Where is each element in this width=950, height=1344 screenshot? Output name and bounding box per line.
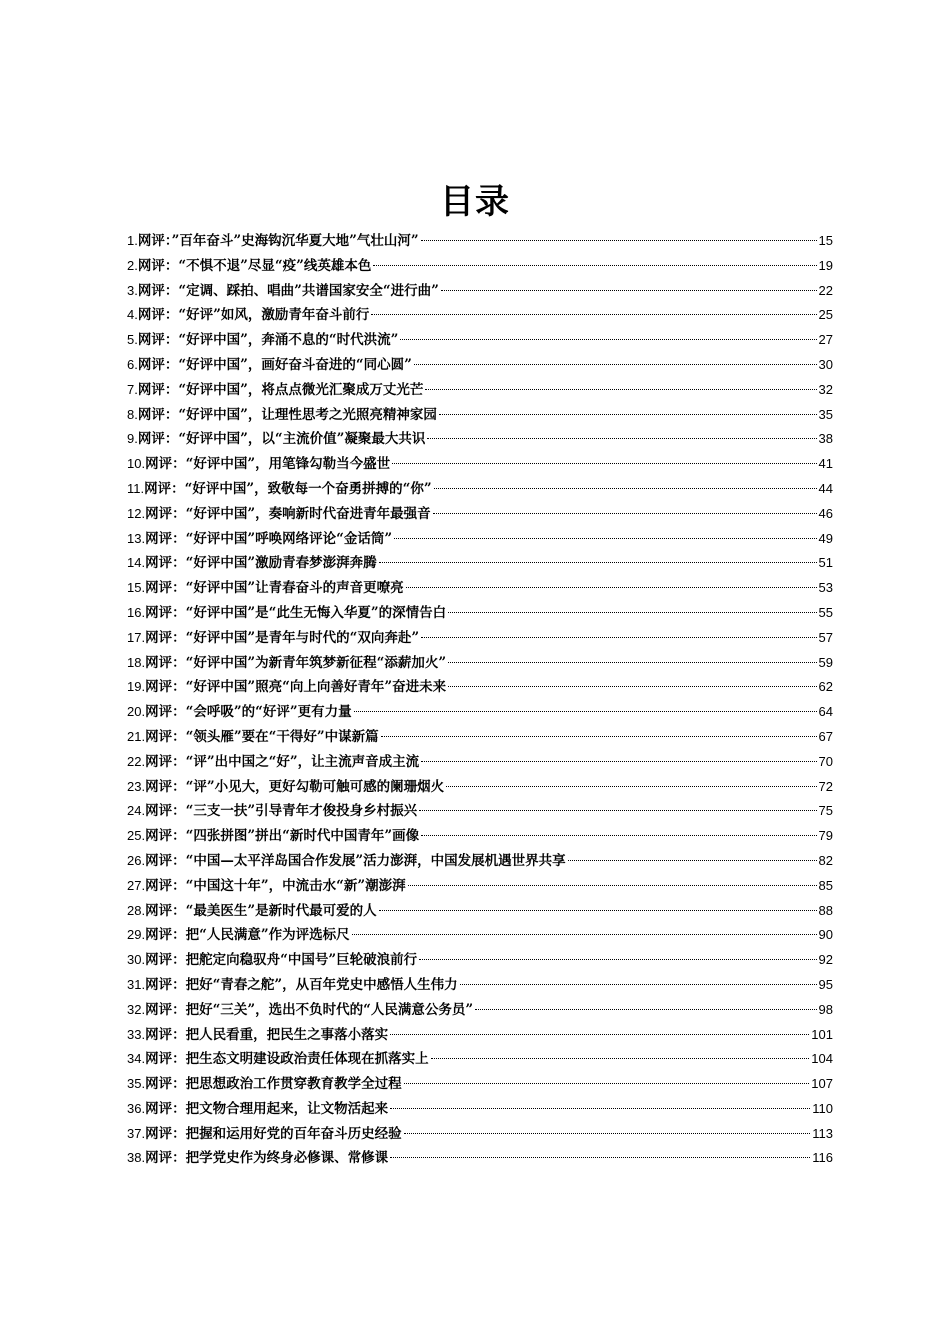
toc-entry-number: 34. [127,1051,146,1067]
toc-entry-title: 网评：“好评中国”为新青年筑梦新征程“添薪加火” [145,654,447,671]
toc-entry[interactable] [127,427,833,452]
toc-entry[interactable] [127,1097,833,1122]
toc-entry-title: 网评：“好评中国”是“此生无悔入华夏”的深情告白 [145,604,447,621]
toc-entry-leader [414,364,817,365]
toc-entry-number: 33. [127,1026,146,1042]
toc-entry[interactable] [127,923,833,948]
toc-entry-leader [421,240,817,241]
toc-entry-page-number: 72 [818,778,833,794]
toc-entry-leader [404,1133,811,1134]
toc-entry-leader [379,910,817,911]
toc-entry[interactable] [127,378,833,403]
toc-entry-page-number: 67 [818,728,833,744]
toc-entry[interactable] [127,229,833,254]
toc-entry-page-number: 35 [818,406,833,422]
toc-entry-title: 网评：“好评中国”，致敬每一个奋勇拼搏的“你” [144,480,432,497]
toc-entry[interactable] [127,502,833,527]
toc-entry-page-number: 25 [818,307,833,323]
toc-entry-number: 11. [127,480,145,496]
toc-entry-page-number: 32 [818,381,833,397]
toc-entry-leader [390,1157,810,1158]
toc-entry-title: 网评：“好评中国”，奔涌不息的“时代洪流” [137,332,399,349]
toc-entry-page-number: 27 [818,332,833,348]
toc-entry-leader [352,934,817,935]
toc-entry-title: 网评：“好评中国”，以“主流价值”凝聚最大共识 [137,431,426,448]
toc-entry-leader [431,1058,810,1059]
toc-entry-title: 网评：把舵定向稳驭舟“中国号”巨轮破浪前行 [145,952,418,969]
toc-entry-number: 38. [127,1150,146,1166]
toc-entry-page-number: 92 [818,952,833,968]
toc-entry[interactable] [127,1122,833,1147]
toc-entry[interactable] [127,750,833,775]
toc-entry-leader [419,810,816,811]
toc-entry[interactable] [127,353,833,378]
toc-entry-number: 6. [127,356,138,372]
toc-entry-page-number: 49 [818,530,833,546]
toc-entry-title: 网评：把“人民满意”作为评选标尺 [145,927,350,944]
toc-entry-leader [421,761,816,762]
toc-entry[interactable] [127,254,833,279]
toc-entry[interactable] [127,576,833,601]
toc-entry-page-number: 79 [818,828,833,844]
toc-entry-title: 网评：“好评中国”，用笔锋勾勒当今盛世 [145,456,391,473]
toc-entry-leader [425,389,816,390]
toc-list [127,229,833,1171]
toc-entry-page-number: 107 [811,1076,833,1092]
toc-entry-leader [421,835,816,836]
toc-entry-page-number: 22 [818,282,833,298]
toc-entry[interactable] [127,948,833,973]
toc-entry-page-number: 88 [818,902,833,918]
toc-entry-leader [408,885,817,886]
toc-entry-page-number: 55 [818,604,833,620]
toc-entry[interactable] [127,279,833,304]
toc-entry-leader [460,984,817,985]
toc-entry-title: 网评：“评”小见大，更好勾勒可触可感的阑珊烟火 [145,778,445,795]
toc-entry-number: 16. [127,604,146,620]
toc-entry-number: 15. [127,580,146,596]
toc-entry-number: 25. [127,828,146,844]
toc-entry-number: 10. [127,456,146,472]
toc-entry-number: 29. [127,927,146,943]
toc-entry[interactable] [127,824,833,849]
toc-entry[interactable] [127,551,833,576]
toc-entry-number: 8. [127,406,138,422]
toc-entry-title: 网评：把好“青春之舵”，从百年党史中感悟人生伟力 [145,976,458,993]
toc-entry-leader [371,314,816,315]
toc-entry-number: 9. [127,431,138,447]
toc-entry-page-number: 104 [811,1051,833,1067]
toc-entry-number: 36. [127,1100,146,1116]
toc-entry-title: 网评：把人民看重，把民生之事落小落实 [145,1026,389,1043]
toc-entry-leader [419,959,816,960]
toc-entry-leader [392,463,816,464]
toc-entry[interactable] [127,527,833,552]
toc-entry-number: 31. [127,976,146,992]
toc-entry-title: 网评：“会呼吸”的“好评”更有力量 [145,704,352,721]
toc-entry-leader [433,513,817,514]
toc-entry-title: 网评：“好评”如风，激励青年奋斗前行 [137,307,370,324]
toc-entry-title: 网评：“好评中国”，画好奋斗奋进的“同心圆” [137,356,412,373]
toc-entry-title: 网评：“中国这十年”，中流击水“新”潮澎湃 [145,877,406,894]
toc-entry-leader [381,736,817,737]
toc-entry[interactable] [127,799,833,824]
toc-entry-leader [373,265,816,266]
toc-entry-number: 22. [127,753,146,769]
toc-entry-page-number: 70 [818,753,833,769]
toc-entry-leader [448,662,816,663]
toc-entry-title: 网评：“好评中国”照亮“向上向善好青年”奋进未来 [145,679,447,696]
toc-entry-leader [421,637,816,638]
toc-entry-title: 网评：把生态文明建设政治责任体现在抓落实上 [145,1051,429,1068]
toc-entry-number: 13. [127,530,146,546]
toc-entry-page-number: 101 [811,1026,833,1042]
toc-entry-page-number: 46 [818,505,833,521]
toc-entry-title: 网评：把学党史作为终身必修课、常修课 [145,1150,389,1167]
toc-entry-title: 网评：把好“三关”，选出不负时代的“人民满意公务员” [145,1001,474,1018]
toc-entry-page-number: 51 [818,555,833,571]
toc-entry-title: 网评：“好评中国”，将点点微光汇聚成万丈光芒 [137,381,424,398]
toc-entry-number: 2. [127,257,138,273]
toc-entry-number: 3. [127,282,138,298]
toc-entry-page-number: 41 [818,456,833,472]
toc-entry-title: 网评：“三支一扶”引导青年才俊投身乡村振兴 [145,803,418,820]
toc-entry-number: 14. [127,555,146,571]
toc-entry-number: 4. [127,307,138,323]
toc-entry-page-number: 19 [818,257,833,273]
toc-entry-leader [427,438,816,439]
toc-title: 目录 [440,182,510,222]
toc-entry[interactable] [127,675,833,700]
toc-entry-leader [441,290,817,291]
toc-entry-leader [354,711,817,712]
toc-entry[interactable] [127,1146,833,1171]
toc-entry[interactable] [127,874,833,899]
toc-entry-number: 35. [127,1076,146,1092]
toc-entry-page-number: 44 [818,480,833,496]
toc-entry-number: 19. [127,679,146,695]
toc-entry-page-number: 30 [818,356,833,372]
toc-entry-number: 23. [127,778,146,794]
toc-entry-number: 7. [127,381,138,397]
toc-entry-title: 网评：“好评中国”是青年与时代的“双向奔赴” [145,629,420,646]
toc-entry-leader [379,562,817,563]
toc-entry-title: 网评：“定调、踩拍、唱曲”共谱国家安全“进行曲” [137,282,439,299]
toc-entry-number: 20. [127,704,146,720]
toc-entry[interactable] [127,303,833,328]
toc-entry-page-number: 113 [812,1125,833,1141]
toc-entry-number: 24. [127,803,146,819]
toc-entry[interactable] [127,601,833,626]
toc-entry-number: 30. [127,952,146,968]
toc-entry-title: 网评：“不惧不退”尽显“疫”线英雄本色 [137,257,372,274]
toc-entry-leader [390,1034,809,1035]
toc-entry-title: 网评：把思想政治工作贯穿教育教学全过程 [145,1076,402,1093]
toc-entry-page-number: 110 [812,1100,833,1116]
toc-entry-title: 网评：把握和运用好党的百年奋斗历史经验 [145,1125,402,1142]
toc-entry-page-number: 53 [818,580,833,596]
toc-entry[interactable] [127,725,833,750]
toc-entry-title: 网评：“好评中国”激励青春梦澎湃奔腾 [145,555,377,572]
toc-entry-leader [400,339,816,340]
toc-entry-page-number: 98 [818,1001,833,1017]
toc-entry-leader [394,538,816,539]
toc-entry-title: 网评：“评”出中国之“好”，让主流声音成主流 [145,753,420,770]
toc-entry-number: 12. [127,505,146,521]
toc-entry[interactable] [127,477,833,502]
toc-entry-page-number: 57 [818,629,833,645]
toc-entry-number: 17. [127,629,146,645]
toc-entry-number: 37. [127,1125,146,1141]
toc-entry-number: 21. [127,728,146,744]
toc-entry-leader [446,786,816,787]
toc-entry-title: 网评：“领头雁”要在“干得好”中谋新篇 [145,728,379,745]
toc-entry[interactable] [127,328,833,353]
toc-entry-leader [568,860,817,861]
toc-entry[interactable] [127,1023,833,1048]
toc-entry-number: 28. [127,902,146,918]
toc-entry[interactable] [127,626,833,651]
toc-entry-leader [448,686,816,687]
toc-entry[interactable] [127,998,833,1023]
toc-entry-leader [475,1009,816,1010]
toc-entry[interactable] [127,452,833,477]
toc-entry-number: 26. [127,852,146,868]
toc-entry-page-number: 82 [818,852,833,868]
toc-entry-page-number: 15 [818,233,833,248]
toc-entry-title: 网评：“中国—太平洋岛国合作发展”活力澎湃，中国发展机遇世界共享 [145,852,566,869]
toc-entry-page-number: 62 [818,679,833,695]
toc-entry-page-number: 95 [818,976,833,992]
toc-entry[interactable] [127,403,833,428]
toc-entry[interactable] [127,899,833,924]
toc-entry-leader [406,587,817,588]
toc-entry-title: 网评：“好评中国”，奏响新时代奋进青年最强音 [145,505,431,522]
toc-entry-page-number: 59 [818,654,833,670]
toc-entry-number: 27. [127,877,146,893]
toc-entry-leader [434,488,817,489]
toc-entry-number: 5. [127,332,138,348]
toc-entry-title: 网评：“四张拼图”拼出“新时代中国青年”画像 [145,828,420,845]
toc-entry[interactable] [127,1047,833,1072]
toc-entry-title: 网评：“好评中国”呼唤网络评论“金话筒” [145,530,393,547]
toc-entry[interactable] [127,1072,833,1097]
toc-entry-title: 网评：把文物合理用起来，让文物活起来 [145,1100,389,1117]
toc-entry-number: 18. [127,654,146,670]
toc-entry-page-number: 38 [818,431,833,447]
toc-entry[interactable] [127,849,833,874]
toc-entry-title: 网评：”百年奋斗”史海钩沉华夏大地”气壮山河” [137,233,419,249]
toc-entry[interactable] [127,651,833,676]
toc-entry[interactable] [127,775,833,800]
toc-entry-number: 1. [127,233,138,248]
toc-entry-page-number: 116 [812,1150,833,1166]
toc-entry[interactable] [127,700,833,725]
toc-entry-leader [404,1083,810,1084]
toc-entry-page-number: 75 [818,803,833,819]
toc-entry-title: 网评：“最美医生”是新时代最可爱的人 [145,902,377,919]
toc-entry-page-number: 64 [818,704,833,720]
toc-entry-page-number: 85 [818,877,833,893]
toc-entry-page-number: 90 [818,927,833,943]
toc-entry-title: 网评：“好评中国”让青春奋斗的声音更嘹亮 [145,580,404,597]
toc-entry-leader [439,414,817,415]
toc-entry-leader [448,612,816,613]
toc-entry-number: 32. [127,1001,146,1017]
toc-entry-leader [390,1108,810,1109]
toc-entry[interactable] [127,973,833,998]
toc-entry-title: 网评：“好评中国”，让理性思考之光照亮精神家园 [137,406,437,423]
